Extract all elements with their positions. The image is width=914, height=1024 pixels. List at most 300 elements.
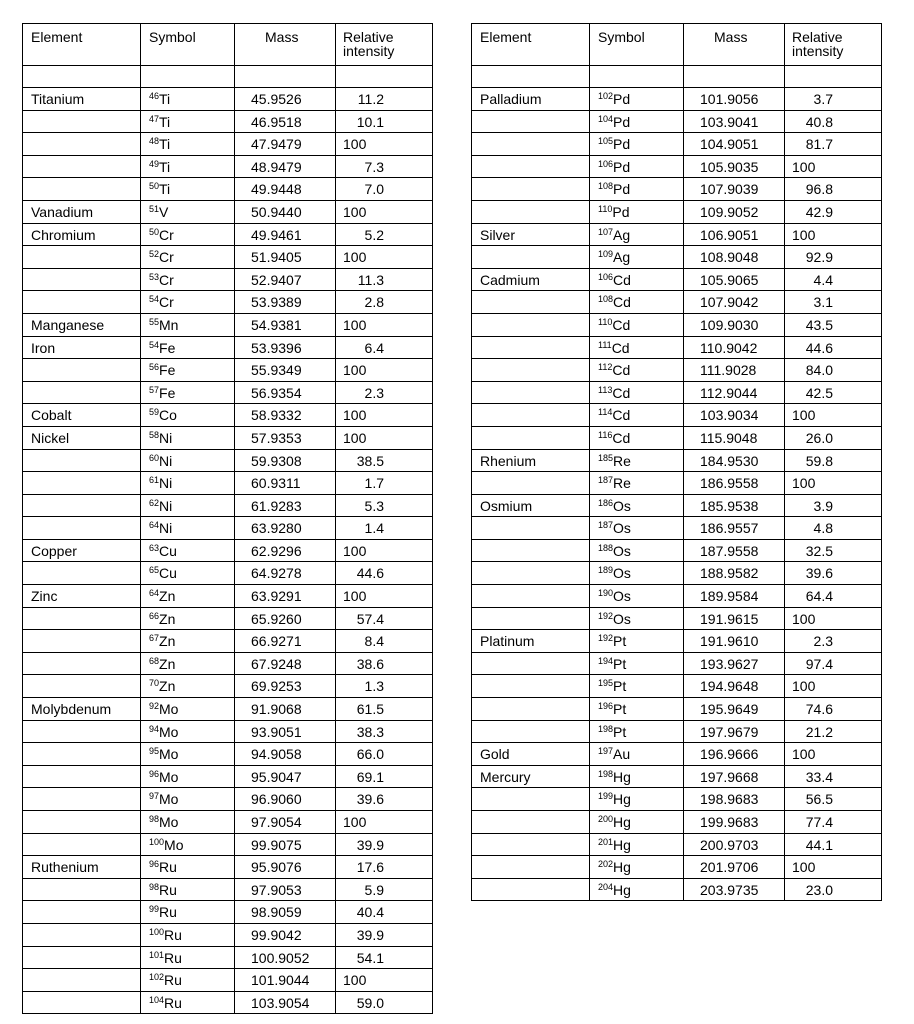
symbol-cell xyxy=(141,607,235,630)
table-row xyxy=(23,404,433,427)
mass-number: 62 xyxy=(149,497,160,508)
mass-cell: 55.9349 xyxy=(235,359,336,382)
mass-number: 111 xyxy=(598,339,612,350)
mass-cell: 196.9666 xyxy=(684,743,785,766)
symbol-cell xyxy=(141,969,235,992)
table-row xyxy=(23,585,433,608)
relative-intensity-value: 54.1 xyxy=(356,949,384,966)
relative-intensity-cell xyxy=(336,833,433,856)
mass-number: 197 xyxy=(598,746,614,757)
table-row xyxy=(472,88,882,111)
element-cell xyxy=(23,449,141,472)
relative-intensity-cell xyxy=(336,494,433,517)
relative-intensity-cell xyxy=(336,110,433,133)
element-cell: Copper xyxy=(23,539,141,562)
table-row xyxy=(472,607,882,630)
symbol-cell xyxy=(590,878,684,901)
table-row xyxy=(23,901,433,924)
element-symbol: Ag xyxy=(613,226,631,243)
mass-cell: 112.9044 xyxy=(684,381,785,404)
element-cell: Platinum xyxy=(472,630,590,653)
relative-intensity-value: 42.9 xyxy=(805,203,833,220)
table-row xyxy=(472,878,882,901)
relative-intensity-cell xyxy=(785,223,882,246)
relative-intensity-cell xyxy=(336,472,433,495)
symbol-cell xyxy=(141,811,235,834)
blank-row xyxy=(472,66,882,88)
mass-cell: 186.9558 xyxy=(684,472,785,495)
relative-intensity-cell xyxy=(785,743,882,766)
symbol-cell xyxy=(141,585,235,608)
element-cell xyxy=(472,381,590,404)
mass-cell: 103.9041 xyxy=(684,110,785,133)
symbol-cell xyxy=(141,472,235,495)
element-symbol: Ru xyxy=(159,881,177,898)
element-cell: Osmium xyxy=(472,494,590,517)
relative-intensity-cell xyxy=(785,494,882,517)
mass-number: 96 xyxy=(149,859,160,870)
table-row xyxy=(23,969,433,992)
relative-intensity-value: 66.0 xyxy=(356,746,384,763)
element-cell xyxy=(472,155,590,178)
mass-cell: 49.9448 xyxy=(235,178,336,201)
element-cell xyxy=(23,268,141,291)
symbol-cell xyxy=(141,901,235,924)
table-row xyxy=(472,268,882,291)
symbol-cell xyxy=(590,494,684,517)
mass-number: 56 xyxy=(149,362,160,373)
element-symbol: Pt xyxy=(613,655,627,672)
header-symbol: Symbol xyxy=(141,24,235,66)
relative-intensity-value: 1.4 xyxy=(364,520,384,537)
relative-intensity-value: 56.5 xyxy=(805,791,833,808)
relative-intensity-value: 100 xyxy=(792,859,816,876)
mass-cell: 91.9068 xyxy=(235,698,336,721)
symbol-cell xyxy=(141,336,235,359)
mass-number: 53 xyxy=(149,271,160,282)
element-symbol: Cu xyxy=(159,565,177,582)
symbol-cell xyxy=(590,698,684,721)
relative-intensity-value: 40.4 xyxy=(356,904,384,921)
relative-intensity-cell xyxy=(336,200,433,223)
element-symbol: Cd xyxy=(612,429,631,446)
relative-intensity-cell xyxy=(336,969,433,992)
relative-intensity-value: 100 xyxy=(792,158,816,175)
relative-intensity-value: 44.1 xyxy=(805,836,833,853)
element-cell xyxy=(472,336,590,359)
relative-intensity-value: 2.3 xyxy=(813,633,833,650)
symbol-cell xyxy=(141,946,235,969)
relative-intensity-value: 2.8 xyxy=(364,294,384,311)
relative-intensity-value: 100 xyxy=(343,136,367,153)
table-row xyxy=(23,291,433,314)
table-row xyxy=(472,811,882,834)
relative-intensity-value: 96.8 xyxy=(805,181,833,198)
mass-number: 65 xyxy=(149,565,160,576)
table-row xyxy=(23,223,433,246)
symbol-cell xyxy=(590,268,684,291)
mass-cell: 195.9649 xyxy=(684,698,785,721)
element-cell xyxy=(23,246,141,269)
relative-intensity-cell xyxy=(336,991,433,1014)
element-symbol: V xyxy=(159,203,169,220)
symbol-cell xyxy=(141,449,235,472)
symbol-cell xyxy=(141,155,235,178)
element-symbol: Co xyxy=(159,407,177,424)
element-cell xyxy=(23,720,141,743)
mass-cell: 58.9332 xyxy=(235,404,336,427)
symbol-cell xyxy=(141,539,235,562)
relative-intensity-value: 59.0 xyxy=(356,994,384,1011)
relative-intensity-value: 5.9 xyxy=(364,881,384,898)
mass-number: 101 xyxy=(149,949,165,960)
element-cell xyxy=(472,607,590,630)
element-symbol: Zn xyxy=(159,610,176,627)
element-cell xyxy=(472,878,590,901)
relative-intensity-cell xyxy=(336,268,433,291)
element-cell: Titanium xyxy=(23,88,141,111)
element-cell xyxy=(472,404,590,427)
table-body-right xyxy=(472,24,882,901)
mass-cell: 115.9048 xyxy=(684,426,785,449)
mass-cell: 57.9353 xyxy=(235,426,336,449)
relative-intensity-cell xyxy=(785,562,882,585)
element-symbol: Cr xyxy=(159,226,174,243)
relative-intensity-cell xyxy=(336,698,433,721)
symbol-cell xyxy=(141,223,235,246)
mass-number: 61 xyxy=(149,475,160,486)
relative-intensity-value: 6.4 xyxy=(364,339,384,356)
mass-number: 63 xyxy=(149,542,160,553)
symbol-cell xyxy=(141,313,235,336)
symbol-cell xyxy=(590,630,684,653)
element-symbol: Cr xyxy=(159,271,174,288)
symbol-cell xyxy=(590,426,684,449)
element-symbol: Pd xyxy=(613,181,631,198)
mass-cell: 197.9668 xyxy=(684,765,785,788)
element-cell xyxy=(23,291,141,314)
mass-number: 54 xyxy=(149,294,160,305)
element-symbol: Pt xyxy=(613,723,627,740)
symbol-cell xyxy=(141,246,235,269)
element-cell xyxy=(23,811,141,834)
relative-intensity-value: 57.4 xyxy=(356,610,384,627)
symbol-cell xyxy=(141,200,235,223)
element-symbol: Mo xyxy=(159,768,179,785)
header-relative-line1: Relative xyxy=(792,29,843,45)
element-cell: Ruthenium xyxy=(23,856,141,879)
relative-intensity-cell xyxy=(336,630,433,653)
relative-intensity-cell xyxy=(336,539,433,562)
relative-intensity-value: 100 xyxy=(343,542,367,559)
relative-intensity-cell xyxy=(336,811,433,834)
table-row xyxy=(23,675,433,698)
mass-cell: 193.9627 xyxy=(684,652,785,675)
relative-intensity-cell xyxy=(785,585,882,608)
mass-cell: 197.9679 xyxy=(684,720,785,743)
mass-number: 70 xyxy=(149,678,160,689)
relative-intensity-value: 38.5 xyxy=(356,452,384,469)
mass-number: 202 xyxy=(598,859,614,870)
relative-intensity-value: 100 xyxy=(792,226,816,243)
element-symbol: Cd xyxy=(613,271,631,288)
mass-number: 198 xyxy=(598,768,614,779)
element-symbol: Ag xyxy=(613,249,631,266)
relative-intensity-value: 2.3 xyxy=(364,384,384,401)
symbol-cell xyxy=(141,878,235,901)
relative-intensity-cell xyxy=(336,223,433,246)
relative-intensity-value: 10.1 xyxy=(356,113,384,130)
table-row xyxy=(472,652,882,675)
symbol-cell xyxy=(590,720,684,743)
table-row xyxy=(472,426,882,449)
mass-number: 66 xyxy=(149,610,160,621)
mass-cell: 108.9048 xyxy=(684,246,785,269)
element-cell xyxy=(472,246,590,269)
element-cell xyxy=(23,991,141,1014)
mass-cell: 101.9056 xyxy=(684,88,785,111)
table-row xyxy=(23,449,433,472)
mass-number: 46 xyxy=(149,91,160,101)
symbol-cell xyxy=(590,110,684,133)
element-symbol: Cd xyxy=(612,316,631,333)
relative-intensity-cell xyxy=(785,336,882,359)
element-symbol: Cd xyxy=(612,384,631,401)
mass-cell: 94.9058 xyxy=(235,743,336,766)
symbol-cell xyxy=(590,833,684,856)
table-row xyxy=(23,268,433,291)
mass-cell: 104.9051 xyxy=(684,133,785,156)
relative-intensity-value: 100 xyxy=(343,429,367,446)
element-symbol: Pd xyxy=(613,91,631,107)
table-row xyxy=(23,494,433,517)
table-row xyxy=(23,472,433,495)
symbol-cell xyxy=(141,833,235,856)
relative-intensity-cell xyxy=(336,381,433,404)
symbol-cell xyxy=(141,652,235,675)
symbol-cell xyxy=(590,562,684,585)
mass-cell: 107.9042 xyxy=(684,291,785,314)
element-symbol: Zn xyxy=(159,655,176,672)
table-row xyxy=(23,652,433,675)
mass-cell: 48.9479 xyxy=(235,155,336,178)
relative-intensity-cell xyxy=(785,155,882,178)
element-cell: Molybdenum xyxy=(23,698,141,721)
mass-cell: 45.9526 xyxy=(235,88,336,111)
table-row xyxy=(472,404,882,427)
table-row xyxy=(472,449,882,472)
symbol-cell xyxy=(141,291,235,314)
mass-cell: 200.9703 xyxy=(684,833,785,856)
table-row xyxy=(23,110,433,133)
table-row xyxy=(472,765,882,788)
element-cell: Mercury xyxy=(472,765,590,788)
mass-cell: 110.9042 xyxy=(684,336,785,359)
element-cell xyxy=(472,110,590,133)
mass-number: 100 xyxy=(149,926,165,937)
symbol-cell xyxy=(590,811,684,834)
mass-cell: 106.9051 xyxy=(684,223,785,246)
table-row xyxy=(23,133,433,156)
element-symbol: Ti xyxy=(159,158,171,175)
mass-cell: 63.9280 xyxy=(235,517,336,540)
relative-intensity-cell xyxy=(785,811,882,834)
element-cell: Palladium xyxy=(472,88,590,111)
mass-number: 55 xyxy=(149,316,160,327)
table-row xyxy=(23,698,433,721)
mass-cell: 63.9291 xyxy=(235,585,336,608)
element-symbol: Cd xyxy=(613,294,631,311)
symbol-cell xyxy=(141,698,235,721)
relative-intensity-value: 33.4 xyxy=(805,768,833,785)
relative-intensity-value: 81.7 xyxy=(805,136,833,153)
element-cell: Rhenium xyxy=(472,449,590,472)
mass-number: 108 xyxy=(598,294,614,305)
element-symbol: Mo xyxy=(159,814,179,830)
relative-intensity-value: 100 xyxy=(343,362,367,379)
relative-intensity-cell xyxy=(336,426,433,449)
table-row xyxy=(472,856,882,879)
mass-cell: 105.9035 xyxy=(684,155,785,178)
symbol-cell xyxy=(590,607,684,630)
element-symbol: Zn xyxy=(159,633,176,650)
element-symbol: Pd xyxy=(613,158,631,175)
element-symbol: Ni xyxy=(159,452,173,469)
table-row xyxy=(23,539,433,562)
element-cell xyxy=(23,833,141,856)
mass-number: 102 xyxy=(149,972,165,983)
blank-row xyxy=(23,66,433,88)
relative-intensity-value: 100 xyxy=(343,203,367,220)
element-cell: Chromium xyxy=(23,223,141,246)
relative-intensity-cell xyxy=(785,698,882,721)
mass-cell: 51.9405 xyxy=(235,246,336,269)
relative-intensity-cell xyxy=(336,88,433,111)
mass-number: 98 xyxy=(149,881,160,892)
element-symbol: Hg xyxy=(613,881,631,898)
isotope-table-left xyxy=(22,23,433,1014)
table-row xyxy=(472,585,882,608)
relative-intensity-value: 43.5 xyxy=(805,316,833,333)
mass-cell: 46.9518 xyxy=(235,110,336,133)
element-cell: Gold xyxy=(472,743,590,766)
symbol-cell xyxy=(141,788,235,811)
relative-intensity-cell xyxy=(336,178,433,201)
relative-intensity-value: 40.8 xyxy=(805,113,833,130)
element-symbol: Mo xyxy=(159,723,179,740)
element-symbol: Pt xyxy=(613,701,627,718)
relative-intensity-cell xyxy=(785,878,882,901)
relative-intensity-value: 44.6 xyxy=(356,565,384,582)
relative-intensity-cell xyxy=(336,901,433,924)
relative-intensity-cell xyxy=(785,449,882,472)
mass-number: 107 xyxy=(598,226,614,237)
isotope-table-right xyxy=(471,23,882,901)
mass-number: 48 xyxy=(149,136,160,147)
element-symbol: Pd xyxy=(612,203,630,220)
relative-intensity-cell xyxy=(336,155,433,178)
mass-cell: 56.9354 xyxy=(235,381,336,404)
relative-intensity-value: 39.9 xyxy=(356,836,384,853)
element-cell xyxy=(472,811,590,834)
element-symbol: Hg xyxy=(613,768,631,785)
mass-cell: 53.9396 xyxy=(235,336,336,359)
mass-number: 58 xyxy=(149,429,160,440)
element-cell xyxy=(472,652,590,675)
mass-cell: 109.9030 xyxy=(684,313,785,336)
mass-cell: 101.9044 xyxy=(235,969,336,992)
relative-intensity-cell xyxy=(336,607,433,630)
symbol-cell xyxy=(141,517,235,540)
mass-number: 98 xyxy=(149,814,160,824)
header-row xyxy=(23,24,433,66)
element-cell xyxy=(472,472,590,495)
mass-number: 106 xyxy=(598,158,614,169)
symbol-cell xyxy=(141,426,235,449)
element-cell: Silver xyxy=(472,223,590,246)
element-cell xyxy=(23,133,141,156)
element-cell xyxy=(472,788,590,811)
relative-intensity-value: 100 xyxy=(343,249,367,266)
element-symbol: Ru xyxy=(164,949,182,966)
element-symbol: Mo xyxy=(159,746,179,763)
element-cell xyxy=(472,517,590,540)
header-element: Element xyxy=(23,24,141,66)
table-row xyxy=(23,426,433,449)
relative-intensity-value: 61.5 xyxy=(356,701,384,718)
relative-intensity-value: 92.9 xyxy=(805,249,833,266)
element-symbol: Cr xyxy=(159,294,174,311)
element-symbol: Ni xyxy=(159,497,173,514)
symbol-cell xyxy=(590,359,684,382)
relative-intensity-value: 39.6 xyxy=(356,791,384,808)
header-element: Element xyxy=(472,24,590,66)
table-row xyxy=(23,313,433,336)
element-cell xyxy=(23,765,141,788)
mass-number: 105 xyxy=(598,136,614,147)
table-row xyxy=(472,291,882,314)
mass-cell: 186.9557 xyxy=(684,517,785,540)
mass-number: 187 xyxy=(598,520,614,531)
element-symbol: Ni xyxy=(159,429,173,446)
mass-number: 104 xyxy=(149,994,165,1005)
mass-number: 112 xyxy=(598,362,613,373)
table-row xyxy=(472,110,882,133)
relative-intensity-cell xyxy=(336,720,433,743)
mass-cell: 109.9052 xyxy=(684,200,785,223)
relative-intensity-value: 100 xyxy=(343,316,367,333)
symbol-cell xyxy=(590,472,684,495)
relative-intensity-cell xyxy=(336,359,433,382)
relative-intensity-cell xyxy=(336,856,433,879)
mass-number: 99 xyxy=(149,904,160,915)
relative-intensity-cell xyxy=(336,313,433,336)
element-symbol: Ru xyxy=(164,994,182,1011)
table-row xyxy=(472,155,882,178)
table-row xyxy=(23,991,433,1014)
relative-intensity-cell xyxy=(336,517,433,540)
mass-number: 100 xyxy=(149,836,165,847)
symbol-cell xyxy=(141,630,235,653)
table-row xyxy=(472,720,882,743)
relative-intensity-value: 74.6 xyxy=(805,701,833,718)
relative-intensity-cell xyxy=(336,765,433,788)
element-symbol: Ru xyxy=(159,859,177,876)
relative-intensity-value: 100 xyxy=(343,407,367,424)
element-symbol: Fe xyxy=(159,362,176,379)
element-symbol: Ti xyxy=(159,181,171,198)
symbol-cell xyxy=(590,246,684,269)
